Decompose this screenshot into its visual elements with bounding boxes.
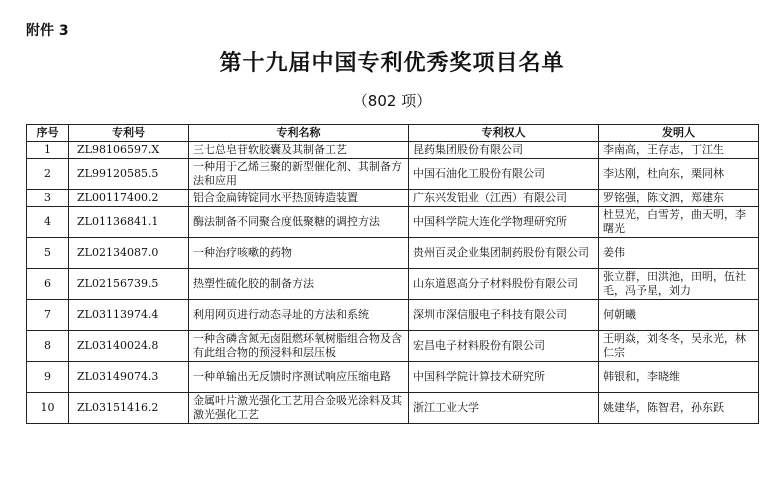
- cell-patent-number: ZL99120585.5: [69, 159, 189, 190]
- table-row: [27, 238, 759, 269]
- header-patent-name: 专利名称: [189, 125, 409, 142]
- cell-patent-owner: 广东兴发铝业（江西）有限公司: [409, 190, 599, 207]
- cell-patent-name: 一种含磷含氮无卤阻燃环氧树脂组合物及含有此组合物的预浸料和层压板: [189, 331, 409, 362]
- cell-patent-owner: 中国科学院大连化学物理研究所: [409, 207, 599, 238]
- cell-patent-owner: 中国石油化工股份有限公司: [409, 159, 599, 190]
- cell-patent-name: 热塑性硫化胶的制备方法: [189, 269, 409, 300]
- cell-patent-name: 一种用于乙烯三聚的新型催化剂、其制备方法和应用: [189, 159, 409, 190]
- table-row: [27, 362, 759, 393]
- cell-patent-name: 酶法制备不同聚合度低聚糖的调控方法: [189, 207, 409, 238]
- cell-seq: 2: [27, 159, 69, 190]
- attachment-label: 附件 3: [26, 23, 69, 39]
- cell-patent-owner: 宏昌电子材料股份有限公司: [409, 331, 599, 362]
- cell-inventors: 韩银和，李晓维: [599, 362, 759, 393]
- table-row: [27, 207, 759, 238]
- cell-inventors: 罗铭强，陈文泗，郑建东: [599, 190, 759, 207]
- header-patent-owner: 专利权人: [409, 125, 599, 142]
- cell-patent-number: ZL98106597.X: [69, 142, 189, 159]
- cell-patent-number: ZL03140024.8: [69, 331, 189, 362]
- cell-patent-name: 利用网页进行动态寻址的方法和系统: [189, 300, 409, 331]
- cell-inventors: 姜伟: [599, 238, 759, 269]
- cell-inventors: 何朝曦: [599, 300, 759, 331]
- cell-patent-name: 铝合金扁铸锭同水平热顶铸造装置: [189, 190, 409, 207]
- cell-inventors: 杜昱光，白雪芳，曲天明，李曙光: [599, 207, 759, 238]
- cell-patent-number: ZL03151416.2: [69, 393, 189, 424]
- table-row: [27, 300, 759, 331]
- table-row: [27, 269, 759, 300]
- header-seq: 序号: [27, 125, 69, 142]
- page-subtitle: （802 项）: [352, 92, 432, 110]
- table-header-row: [27, 125, 759, 142]
- cell-patent-number: ZL03149074.3: [69, 362, 189, 393]
- header-inventors: 发明人: [599, 125, 759, 142]
- cell-patent-owner: 山东道恩高分子材料股份有限公司: [409, 269, 599, 300]
- table-row: [27, 159, 759, 190]
- cell-patent-number: ZL00117400.2: [69, 190, 189, 207]
- page-title: 第十九届中国专利优秀奖项目名单: [219, 51, 565, 76]
- cell-seq: 3: [27, 190, 69, 207]
- patent-award-table: [26, 124, 759, 424]
- cell-patent-owner: 昆药集团股份有限公司: [409, 142, 599, 159]
- cell-seq: 1: [27, 142, 69, 159]
- table-row: [27, 393, 759, 424]
- cell-patent-owner: 中国科学院计算技术研究所: [409, 362, 599, 393]
- cell-seq: 6: [27, 269, 69, 300]
- cell-patent-owner: 深圳市深信服电子科技有限公司: [409, 300, 599, 331]
- table-row: [27, 331, 759, 362]
- cell-seq: 8: [27, 331, 69, 362]
- cell-patent-number: ZL01136841.1: [69, 207, 189, 238]
- cell-seq: 5: [27, 238, 69, 269]
- cell-seq: 10: [27, 393, 69, 424]
- cell-inventors: 李南高，王存志，丁江生: [599, 142, 759, 159]
- cell-patent-number: ZL02134087.0: [69, 238, 189, 269]
- cell-inventors: 张立群，田洪池，田明，伍社毛，冯予星，刘力: [599, 269, 759, 300]
- cell-patent-name: 一种单输出无反馈时序测试响应压缩电路: [189, 362, 409, 393]
- cell-inventors: 王明焱，刘冬冬，吴永光，林仁宗: [599, 331, 759, 362]
- cell-patent-name: 金属叶片激光强化工艺用合金吸光涂料及其激光强化工艺: [189, 393, 409, 424]
- cell-patent-owner: 浙江工业大学: [409, 393, 599, 424]
- cell-seq: 4: [27, 207, 69, 238]
- cell-patent-number: ZL02156739.5: [69, 269, 189, 300]
- cell-inventors: 李达刚，杜向东，栗同林: [599, 159, 759, 190]
- table-row: [27, 142, 759, 159]
- cell-seq: 9: [27, 362, 69, 393]
- header-patent-number: 专利号: [69, 125, 189, 142]
- cell-patent-name: 三七总皂苷软胶囊及其制备工艺: [189, 142, 409, 159]
- cell-patent-owner: 贵州百灵企业集团制药股份有限公司: [409, 238, 599, 269]
- cell-patent-number: ZL03113974.4: [69, 300, 189, 331]
- cell-seq: 7: [27, 300, 69, 331]
- cell-inventors: 姚建华，陈智君，孙东跃: [599, 393, 759, 424]
- table-row: [27, 190, 759, 207]
- cell-patent-name: 一种治疗咳嗽的药物: [189, 238, 409, 269]
